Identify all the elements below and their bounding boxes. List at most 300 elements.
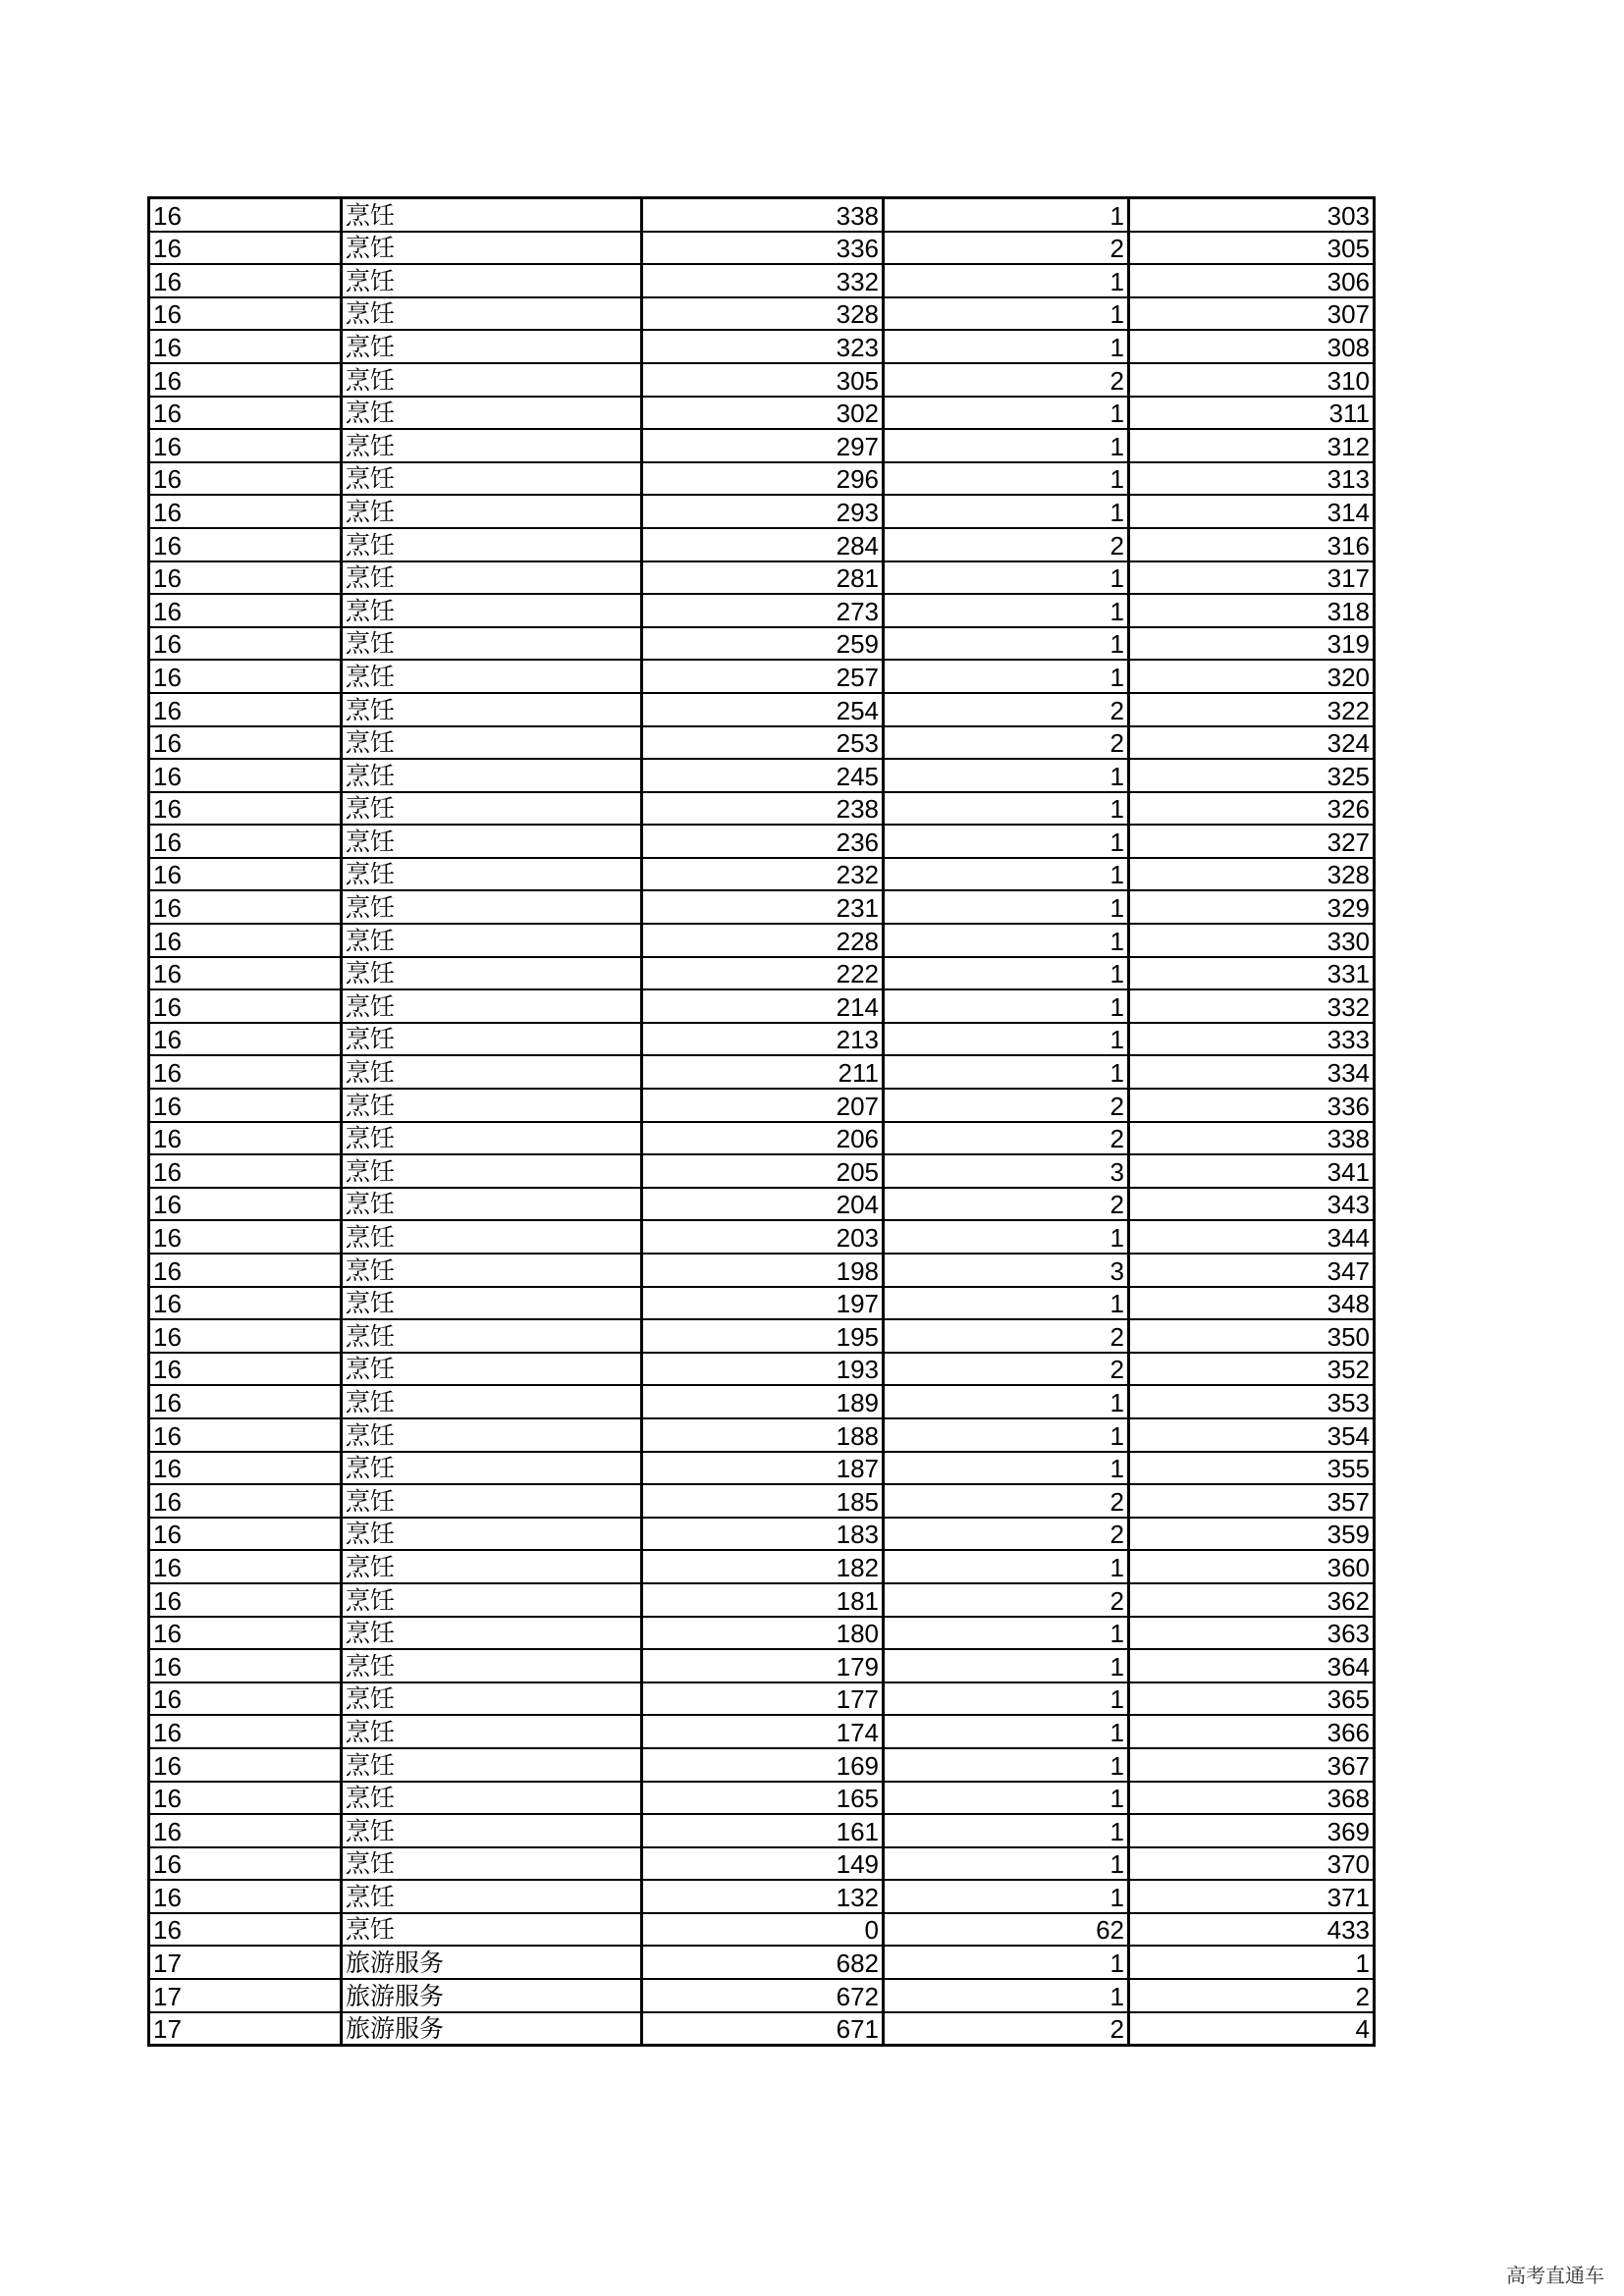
count-cell: 2 <box>884 232 1129 265</box>
score-cell: 181 <box>642 1583 884 1617</box>
score-cell: 174 <box>642 1715 884 1748</box>
count-cell: 1 <box>884 594 1129 627</box>
cumulative-cell: 341 <box>1129 1154 1375 1188</box>
major-name-cell: 烹饪 <box>342 1319 642 1353</box>
score-cell: 332 <box>642 264 884 297</box>
group-code-cell: 16 <box>149 1154 342 1188</box>
score-table-body <box>149 198 1375 2046</box>
major-name-cell: 烹饪 <box>342 561 642 595</box>
score-cell: 204 <box>642 1188 884 1221</box>
major-name-cell: 烹饪 <box>342 198 642 232</box>
group-code-cell: 16 <box>149 627 342 661</box>
count-cell: 2 <box>884 363 1129 397</box>
group-code-cell: 16 <box>149 858 342 891</box>
group-code-cell: 16 <box>149 1023 342 1056</box>
score-cell: 183 <box>642 1518 884 1551</box>
group-code-cell: 16 <box>149 1089 342 1122</box>
major-name-cell: 烹饪 <box>342 1715 642 1748</box>
group-code-cell: 16 <box>149 495 342 528</box>
score-cell: 236 <box>642 825 884 858</box>
major-name-cell: 烹饪 <box>342 330 642 363</box>
cumulative-cell: 327 <box>1129 825 1375 858</box>
group-code-cell: 17 <box>149 1946 342 1979</box>
count-cell: 1 <box>884 198 1129 232</box>
cumulative-cell: 307 <box>1129 297 1375 331</box>
table-row <box>149 726 1375 760</box>
cumulative-cell: 370 <box>1129 1847 1375 1881</box>
count-cell: 1 <box>884 1979 1129 2012</box>
major-name-cell: 烹饪 <box>342 989 642 1023</box>
cumulative-cell: 359 <box>1129 1518 1375 1551</box>
cumulative-cell: 364 <box>1129 1649 1375 1682</box>
score-table-sheet <box>147 196 1373 2047</box>
count-cell: 1 <box>884 397 1129 430</box>
major-name-cell: 烹饪 <box>342 232 642 265</box>
major-name-cell: 烹饪 <box>342 528 642 561</box>
table-row <box>149 1089 1375 1122</box>
count-cell: 1 <box>884 1880 1129 1913</box>
group-code-cell: 16 <box>149 397 342 430</box>
count-cell: 1 <box>884 989 1129 1023</box>
table-row <box>149 957 1375 990</box>
cumulative-cell: 343 <box>1129 1188 1375 1221</box>
major-name-cell: 烹饪 <box>342 1122 642 1155</box>
cumulative-cell: 365 <box>1129 1682 1375 1716</box>
table-row <box>149 825 1375 858</box>
count-cell: 1 <box>884 1682 1129 1716</box>
major-name-cell: 烹饪 <box>342 1353 642 1386</box>
cumulative-cell: 320 <box>1129 660 1375 693</box>
score-cell: 206 <box>642 1122 884 1155</box>
score-cell: 185 <box>642 1484 884 1518</box>
major-name-cell: 烹饪 <box>342 1385 642 1418</box>
count-cell: 1 <box>884 1782 1129 1815</box>
cumulative-cell: 319 <box>1129 627 1375 661</box>
table-row <box>149 198 1375 232</box>
table-row <box>149 232 1375 265</box>
major-name-cell: 烹饪 <box>342 627 642 661</box>
count-cell: 2 <box>884 693 1129 726</box>
cumulative-cell: 354 <box>1129 1418 1375 1452</box>
group-code-cell: 16 <box>149 297 342 331</box>
cumulative-cell: 331 <box>1129 957 1375 990</box>
major-name-cell: 烹饪 <box>342 1682 642 1716</box>
cumulative-cell: 355 <box>1129 1452 1375 1485</box>
cumulative-cell: 314 <box>1129 495 1375 528</box>
count-cell: 2 <box>884 726 1129 760</box>
table-row <box>149 1979 1375 2012</box>
table-row <box>149 397 1375 430</box>
score-cell: 273 <box>642 594 884 627</box>
count-cell: 1 <box>884 1055 1129 1089</box>
score-cell: 180 <box>642 1617 884 1650</box>
score-cell: 0 <box>642 1913 884 1947</box>
count-cell: 1 <box>884 1814 1129 1847</box>
count-cell: 1 <box>884 264 1129 297</box>
major-name-cell: 烹饪 <box>342 825 642 858</box>
group-code-cell: 16 <box>149 924 342 957</box>
score-cell: 302 <box>642 397 884 430</box>
cumulative-cell: 353 <box>1129 1385 1375 1418</box>
score-cell: 257 <box>642 660 884 693</box>
count-cell: 62 <box>884 1913 1129 1947</box>
score-cell: 284 <box>642 528 884 561</box>
score-cell: 198 <box>642 1254 884 1287</box>
major-name-cell: 烹饪 <box>342 1880 642 1913</box>
group-code-cell: 16 <box>149 264 342 297</box>
cumulative-cell: 308 <box>1129 330 1375 363</box>
group-code-cell: 16 <box>149 1254 342 1287</box>
major-name-cell: 烹饪 <box>342 759 642 792</box>
count-cell: 1 <box>884 1023 1129 1056</box>
table-row <box>149 1055 1375 1089</box>
table-row <box>149 1715 1375 1748</box>
table-row <box>149 594 1375 627</box>
table-row <box>149 627 1375 661</box>
cumulative-cell: 334 <box>1129 1055 1375 1089</box>
cumulative-cell: 360 <box>1129 1550 1375 1583</box>
table-row <box>149 660 1375 693</box>
cumulative-cell: 325 <box>1129 759 1375 792</box>
group-code-cell: 16 <box>149 792 342 826</box>
table-row <box>149 528 1375 561</box>
count-cell: 2 <box>884 2012 1129 2046</box>
group-code-cell: 16 <box>149 825 342 858</box>
group-code-cell: 16 <box>149 1418 342 1452</box>
group-code-cell: 16 <box>149 1385 342 1418</box>
major-name-cell: 旅游服务 <box>342 1979 642 2012</box>
cumulative-cell: 313 <box>1129 462 1375 496</box>
cumulative-cell: 357 <box>1129 1484 1375 1518</box>
group-code-cell: 16 <box>149 232 342 265</box>
cumulative-cell: 326 <box>1129 792 1375 826</box>
score-cell: 214 <box>642 989 884 1023</box>
score-cell: 188 <box>642 1418 884 1452</box>
major-name-cell: 烹饪 <box>342 1847 642 1881</box>
group-code-cell: 16 <box>149 1583 342 1617</box>
table-row <box>149 1748 1375 1782</box>
count-cell: 1 <box>884 1287 1129 1320</box>
score-cell: 177 <box>642 1682 884 1716</box>
score-cell: 132 <box>642 1880 884 1913</box>
count-cell: 1 <box>884 627 1129 661</box>
table-row <box>149 462 1375 496</box>
score-cell: 165 <box>642 1782 884 1815</box>
major-name-cell: 烹饪 <box>342 462 642 496</box>
major-name-cell: 烹饪 <box>342 495 642 528</box>
table-row <box>149 1452 1375 1485</box>
major-name-cell: 烹饪 <box>342 1023 642 1056</box>
count-cell: 1 <box>884 1220 1129 1254</box>
major-name-cell: 烹饪 <box>342 1748 642 1782</box>
cumulative-cell: 352 <box>1129 1353 1375 1386</box>
group-code-cell: 16 <box>149 363 342 397</box>
cumulative-cell: 366 <box>1129 1715 1375 1748</box>
count-cell: 1 <box>884 1418 1129 1452</box>
group-code-cell: 16 <box>149 1550 342 1583</box>
score-cell: 671 <box>642 2012 884 2046</box>
score-cell: 293 <box>642 495 884 528</box>
score-cell: 231 <box>642 890 884 924</box>
major-name-cell: 烹饪 <box>342 1617 642 1650</box>
score-cell: 211 <box>642 1055 884 1089</box>
major-name-cell: 烹饪 <box>342 594 642 627</box>
group-code-cell: 16 <box>149 198 342 232</box>
major-name-cell: 烹饪 <box>342 924 642 957</box>
group-code-cell: 16 <box>149 1715 342 1748</box>
count-cell: 1 <box>884 1847 1129 1881</box>
group-code-cell: 16 <box>149 1649 342 1682</box>
count-cell: 1 <box>884 1452 1129 1485</box>
table-row <box>149 792 1375 826</box>
cumulative-cell: 333 <box>1129 1023 1375 1056</box>
major-name-cell: 烹饪 <box>342 1484 642 1518</box>
group-code-cell: 16 <box>149 1518 342 1551</box>
cumulative-cell: 367 <box>1129 1748 1375 1782</box>
major-name-cell: 烹饪 <box>342 429 642 462</box>
major-name-cell: 烹饪 <box>342 660 642 693</box>
score-cell: 245 <box>642 759 884 792</box>
count-cell: 1 <box>884 561 1129 595</box>
table-row <box>149 495 1375 528</box>
count-cell: 1 <box>884 1649 1129 1682</box>
score-cell: 297 <box>642 429 884 462</box>
count-cell: 2 <box>884 1518 1129 1551</box>
group-code-cell: 16 <box>149 1782 342 1815</box>
group-code-cell: 16 <box>149 1814 342 1847</box>
group-code-cell: 16 <box>149 1847 342 1881</box>
table-row <box>149 1188 1375 1221</box>
count-cell: 2 <box>884 1484 1129 1518</box>
table-row <box>149 1254 1375 1287</box>
major-name-cell: 烹饪 <box>342 264 642 297</box>
table-row <box>149 1682 1375 1716</box>
group-code-cell: 16 <box>149 1220 342 1254</box>
group-code-cell: 16 <box>149 957 342 990</box>
table-row <box>149 1023 1375 1056</box>
cumulative-cell: 316 <box>1129 528 1375 561</box>
table-row <box>149 1154 1375 1188</box>
major-name-cell: 烹饪 <box>342 1089 642 1122</box>
score-cell: 336 <box>642 232 884 265</box>
score-cell: 222 <box>642 957 884 990</box>
cumulative-cell: 336 <box>1129 1089 1375 1122</box>
group-code-cell: 16 <box>149 528 342 561</box>
major-name-cell: 烹饪 <box>342 1287 642 1320</box>
major-name-cell: 烹饪 <box>342 363 642 397</box>
group-code-cell: 16 <box>149 1319 342 1353</box>
group-code-cell: 16 <box>149 1122 342 1155</box>
group-code-cell: 16 <box>149 759 342 792</box>
major-name-cell: 烹饪 <box>342 1188 642 1221</box>
score-cell: 187 <box>642 1452 884 1485</box>
score-cell: 207 <box>642 1089 884 1122</box>
count-cell: 1 <box>884 462 1129 496</box>
major-name-cell: 烹饪 <box>342 1452 642 1485</box>
count-cell: 1 <box>884 957 1129 990</box>
count-cell: 1 <box>884 297 1129 331</box>
major-name-cell: 烹饪 <box>342 957 642 990</box>
table-row <box>149 1220 1375 1254</box>
table-row <box>149 297 1375 331</box>
table-row <box>149 330 1375 363</box>
group-code-cell: 16 <box>149 561 342 595</box>
table-row <box>149 1353 1375 1386</box>
major-name-cell: 烹饪 <box>342 792 642 826</box>
count-cell: 1 <box>884 330 1129 363</box>
group-code-cell: 16 <box>149 660 342 693</box>
table-row <box>149 1484 1375 1518</box>
score-cell: 228 <box>642 924 884 957</box>
score-cell: 193 <box>642 1353 884 1386</box>
count-cell: 2 <box>884 1089 1129 1122</box>
group-code-cell: 16 <box>149 1452 342 1485</box>
count-cell: 3 <box>884 1254 1129 1287</box>
score-cell: 161 <box>642 1814 884 1847</box>
cumulative-cell: 369 <box>1129 1814 1375 1847</box>
group-code-cell: 16 <box>149 989 342 1023</box>
cumulative-cell: 363 <box>1129 1617 1375 1650</box>
cumulative-cell: 310 <box>1129 363 1375 397</box>
group-code-cell: 17 <box>149 2012 342 2046</box>
count-cell: 1 <box>884 495 1129 528</box>
table-row <box>149 1880 1375 1913</box>
table-row <box>149 363 1375 397</box>
count-cell: 2 <box>884 1353 1129 1386</box>
table-row <box>149 858 1375 891</box>
count-cell: 3 <box>884 1154 1129 1188</box>
table-row <box>149 890 1375 924</box>
score-cell: 254 <box>642 693 884 726</box>
score-cell: 682 <box>642 1946 884 1979</box>
major-name-cell: 烹饪 <box>342 1154 642 1188</box>
score-cell: 213 <box>642 1023 884 1056</box>
score-cell: 182 <box>642 1550 884 1583</box>
major-name-cell: 旅游服务 <box>342 2012 642 2046</box>
major-name-cell: 烹饪 <box>342 397 642 430</box>
major-name-cell: 烹饪 <box>342 1649 642 1682</box>
major-name-cell: 烹饪 <box>342 1814 642 1847</box>
major-name-cell: 烹饪 <box>342 726 642 760</box>
score-cell: 259 <box>642 627 884 661</box>
cumulative-cell: 2 <box>1129 1979 1375 2012</box>
group-code-cell: 16 <box>149 462 342 496</box>
table-row <box>149 1913 1375 1947</box>
cumulative-cell: 306 <box>1129 264 1375 297</box>
table-row <box>149 1814 1375 1847</box>
major-name-cell: 烹饪 <box>342 1550 642 1583</box>
table-row <box>149 1418 1375 1452</box>
cumulative-cell: 317 <box>1129 561 1375 595</box>
major-name-cell: 烹饪 <box>342 890 642 924</box>
table-row <box>149 1583 1375 1617</box>
cumulative-cell: 348 <box>1129 1287 1375 1320</box>
count-cell: 2 <box>884 528 1129 561</box>
group-code-cell: 16 <box>149 1880 342 1913</box>
table-row <box>149 693 1375 726</box>
score-cell: 238 <box>642 792 884 826</box>
group-code-cell: 17 <box>149 1979 342 2012</box>
major-name-cell: 旅游服务 <box>342 1946 642 1979</box>
count-cell: 1 <box>884 890 1129 924</box>
group-code-cell: 16 <box>149 594 342 627</box>
cumulative-cell: 4 <box>1129 2012 1375 2046</box>
score-cell: 149 <box>642 1847 884 1881</box>
major-name-cell: 烹饪 <box>342 858 642 891</box>
score-table <box>147 196 1376 2047</box>
table-row <box>149 759 1375 792</box>
count-cell: 1 <box>884 429 1129 462</box>
cumulative-cell: 433 <box>1129 1913 1375 1947</box>
table-row <box>149 1122 1375 1155</box>
score-cell: 296 <box>642 462 884 496</box>
cumulative-cell: 338 <box>1129 1122 1375 1155</box>
score-cell: 253 <box>642 726 884 760</box>
major-name-cell: 烹饪 <box>342 1418 642 1452</box>
cumulative-cell: 329 <box>1129 890 1375 924</box>
table-row <box>149 1847 1375 1881</box>
group-code-cell: 16 <box>149 1682 342 1716</box>
cumulative-cell: 312 <box>1129 429 1375 462</box>
count-cell: 1 <box>884 924 1129 957</box>
cumulative-cell: 311 <box>1129 397 1375 430</box>
count-cell: 1 <box>884 660 1129 693</box>
count-cell: 2 <box>884 1583 1129 1617</box>
cumulative-cell: 324 <box>1129 726 1375 760</box>
group-code-cell: 16 <box>149 1287 342 1320</box>
table-row <box>149 2012 1375 2046</box>
table-row <box>149 561 1375 595</box>
group-code-cell: 16 <box>149 1617 342 1650</box>
cumulative-cell: 305 <box>1129 232 1375 265</box>
cumulative-cell: 328 <box>1129 858 1375 891</box>
table-row <box>149 1319 1375 1353</box>
score-cell: 189 <box>642 1385 884 1418</box>
cumulative-cell: 318 <box>1129 594 1375 627</box>
major-name-cell: 烹饪 <box>342 1254 642 1287</box>
count-cell: 1 <box>884 1550 1129 1583</box>
major-name-cell: 烹饪 <box>342 1518 642 1551</box>
table-row <box>149 1649 1375 1682</box>
cumulative-cell: 332 <box>1129 989 1375 1023</box>
score-cell: 305 <box>642 363 884 397</box>
table-row <box>149 1287 1375 1320</box>
table-row <box>149 1385 1375 1418</box>
watermark-text: 高考直通车 <box>1506 2264 1604 2287</box>
count-cell: 1 <box>884 1715 1129 1748</box>
count-cell: 2 <box>884 1188 1129 1221</box>
cumulative-cell: 322 <box>1129 693 1375 726</box>
cumulative-cell: 368 <box>1129 1782 1375 1815</box>
table-row <box>149 1946 1375 1979</box>
group-code-cell: 16 <box>149 1353 342 1386</box>
group-code-cell: 16 <box>149 1055 342 1089</box>
group-code-cell: 16 <box>149 429 342 462</box>
table-row <box>149 264 1375 297</box>
count-cell: 2 <box>884 1122 1129 1155</box>
cumulative-cell: 347 <box>1129 1254 1375 1287</box>
score-cell: 281 <box>642 561 884 595</box>
table-row <box>149 924 1375 957</box>
count-cell: 1 <box>884 1385 1129 1418</box>
major-name-cell: 烹饪 <box>342 1913 642 1947</box>
major-name-cell: 烹饪 <box>342 1583 642 1617</box>
major-name-cell: 烹饪 <box>342 1220 642 1254</box>
table-row <box>149 1617 1375 1650</box>
cumulative-cell: 330 <box>1129 924 1375 957</box>
table-row <box>149 989 1375 1023</box>
score-cell: 338 <box>642 198 884 232</box>
